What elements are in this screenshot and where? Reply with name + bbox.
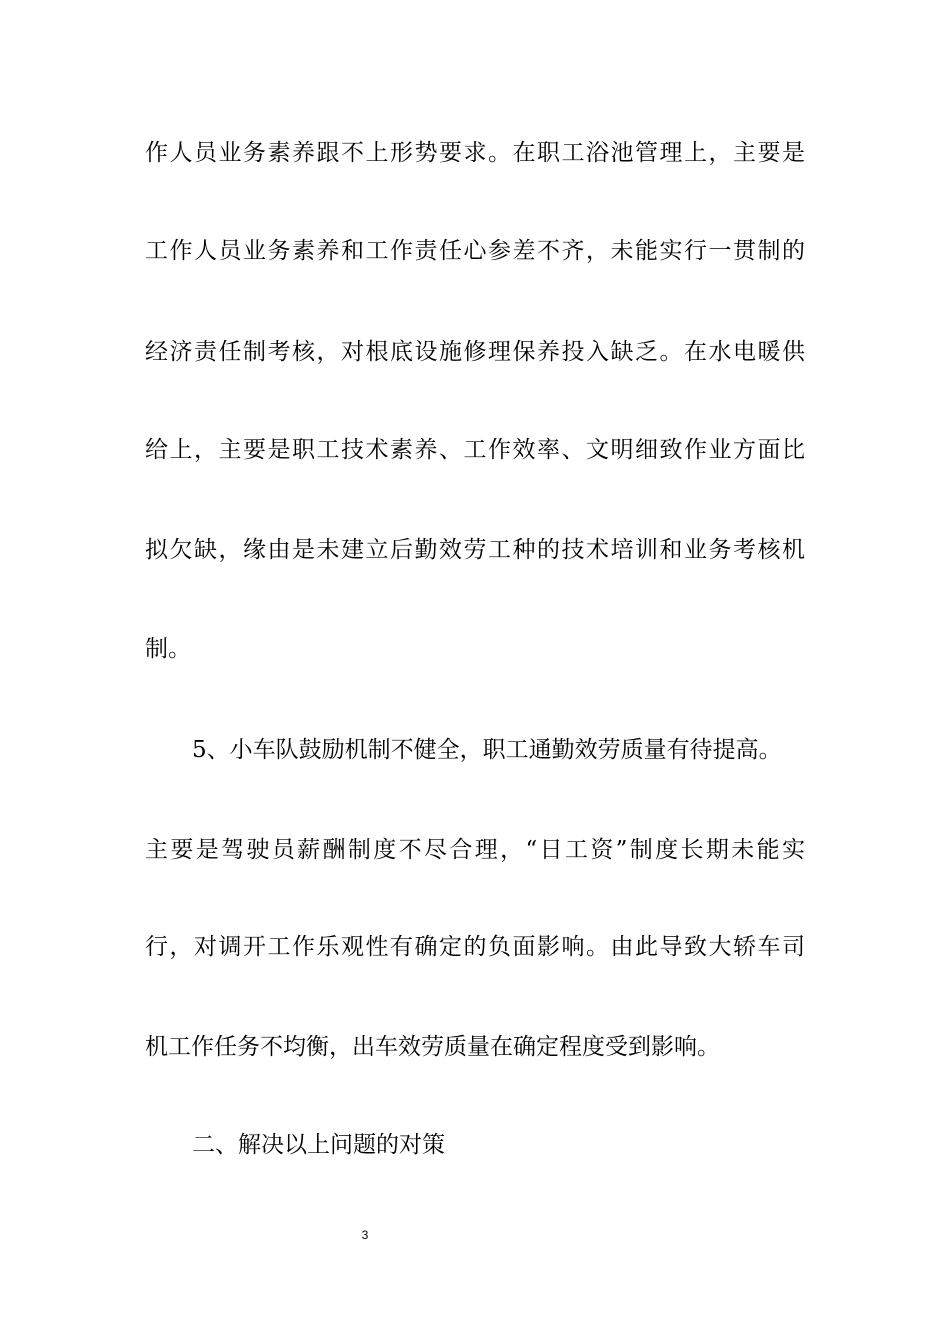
- paragraph-line: 给上，主要是职工技术素养、工作效率、文明细致作业方面比: [145, 437, 805, 463]
- paragraph-line: 主要是驾驶员薪酬制度不尽合理，“日工资”制度长期未能实: [145, 837, 805, 863]
- paragraph-line: 机工作任务不均衡，出车效劳质量在确定程度受到影响。: [145, 1034, 720, 1060]
- paragraph-line: 工作人员业务素养和工作责任心参差不齐，未能实行一贯制的: [145, 238, 805, 264]
- paragraph-line: 行，对调开工作乐观性有确定的负面影响。由此导致大轿车司: [145, 934, 805, 960]
- paragraph-line: 制。: [145, 636, 191, 662]
- page-number: 3: [361, 1228, 369, 1242]
- paragraph-line: 拟欠缺，缘由是未建立后勤效劳工种的技术培训和业务考核机: [145, 537, 805, 563]
- paragraph-line: 经济责任制考核，对根底设施修理保养投入缺乏。在水电暖供: [145, 339, 805, 365]
- paragraph-line: 5、小车队鼓励机制不健全，职工通勤效劳质量有待提高。: [192, 737, 782, 763]
- paragraph-line: 作人员业务素养跟不上形势要求。在职工浴池管理上，主要是: [145, 140, 805, 166]
- section-heading: 二、解决以上问题的对策: [192, 1132, 445, 1158]
